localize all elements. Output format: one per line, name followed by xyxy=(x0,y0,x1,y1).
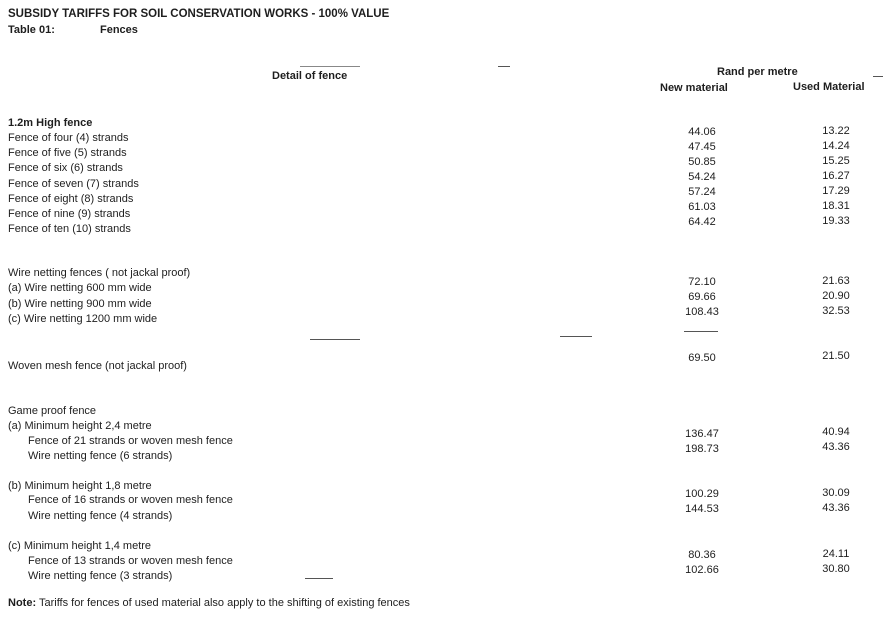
new-material-header: New material xyxy=(660,82,728,94)
used-value: 24.11 xyxy=(822,548,850,560)
used-value: 43.36 xyxy=(822,502,850,514)
new-value: 61.03 xyxy=(688,201,716,213)
used-value: 17.29 xyxy=(822,185,850,197)
new-value: 54.24 xyxy=(688,171,716,183)
row-label: Fence of four (4) strands xyxy=(8,132,129,144)
new-value: 69.66 xyxy=(688,291,716,303)
used-value: 18.31 xyxy=(822,200,850,212)
document-title: SUBSIDY TARIFFS FOR SOIL CONSERVATION WORKS - 100% VALUE xyxy=(8,8,390,20)
new-value: 72.10 xyxy=(688,276,716,288)
subheading: (b) Minimum height 1,8 metre xyxy=(8,480,152,492)
detail-header: Detail of fence xyxy=(272,70,348,82)
table-label: Table 01: xyxy=(8,24,55,36)
table-name: Fences xyxy=(100,24,138,36)
scan-mark xyxy=(498,66,510,67)
row-label: (b) Wire netting 900 mm wide xyxy=(8,298,152,310)
new-value: 80.36 xyxy=(688,549,716,561)
row-label: Wire netting fence (3 strands) xyxy=(28,570,173,582)
used-value: 43.36 xyxy=(822,441,850,453)
scan-mark xyxy=(305,578,333,579)
scan-mark xyxy=(310,339,360,340)
row-label: Fence of 16 strands or woven mesh fence xyxy=(28,494,233,506)
row-label: Wire netting fence (4 strands) xyxy=(28,510,173,522)
new-value: 108.43 xyxy=(685,306,719,318)
used-value: 15.25 xyxy=(822,155,850,167)
row-label: Fence of nine (9) strands xyxy=(8,208,131,220)
used-value: 40.94 xyxy=(822,426,850,438)
used-value: 14.24 xyxy=(822,140,850,152)
section-heading-wire-netting: Wire netting fences ( not jackal proof) xyxy=(8,267,191,279)
used-value: 21.50 xyxy=(822,350,850,362)
new-value: 44.06 xyxy=(688,126,716,138)
new-value: 57.24 xyxy=(688,186,716,198)
new-value: 69.50 xyxy=(688,352,716,364)
new-value: 102.66 xyxy=(685,564,719,576)
footnote xyxy=(8,597,410,610)
new-value: 64.42 xyxy=(688,216,716,228)
used-value: 30.09 xyxy=(822,487,850,499)
scan-mark xyxy=(300,66,360,67)
row-label: Fence of six (6) strands xyxy=(8,162,123,174)
note-text: Tariffs for fences of used material also apply to the shifting of existing fences xyxy=(36,597,410,609)
row-label: Wire netting fence (6 strands) xyxy=(28,450,173,462)
used-value: 19.33 xyxy=(822,215,850,227)
scan-mark xyxy=(684,331,718,332)
row-label: (a) Wire netting 600 mm wide xyxy=(8,282,152,294)
section-heading-game-proof: Game proof fence xyxy=(8,405,97,417)
used-value: 30.80 xyxy=(822,563,850,575)
new-value: 47.45 xyxy=(688,141,716,153)
new-value: 100.29 xyxy=(685,488,719,500)
row-label: (c) Wire netting 1200 mm wide xyxy=(8,313,158,325)
row-label-woven-mesh: Woven mesh fence (not jackal proof) xyxy=(8,360,187,372)
used-value: 32.53 xyxy=(822,305,850,317)
row-label: Fence of 13 strands or woven mesh fence xyxy=(28,555,233,567)
new-value: 198.73 xyxy=(685,443,719,455)
row-label: Fence of seven (7) strands xyxy=(8,178,139,190)
used-value: 20.90 xyxy=(822,290,850,302)
section-heading-high-fence: 1.2m High fence xyxy=(8,117,93,129)
used-value: 16.27 xyxy=(822,170,850,182)
scan-mark xyxy=(873,76,883,77)
rand-per-metre-header: Rand per metre xyxy=(717,66,798,78)
scan-mark xyxy=(560,336,592,337)
note-label: Note: xyxy=(8,597,37,609)
row-label: Fence of five (5) strands xyxy=(8,147,127,159)
new-value: 144.53 xyxy=(685,503,719,515)
row-label: Fence of 21 strands or woven mesh fence xyxy=(28,435,233,447)
subheading: (a) Minimum height 2,4 metre xyxy=(8,420,152,432)
subheading: (c) Minimum height 1,4 metre xyxy=(8,540,152,552)
used-material-header: Used Material xyxy=(793,81,865,93)
used-value: 13.22 xyxy=(822,125,850,137)
new-value: 50.85 xyxy=(688,156,716,168)
row-label: Fence of eight (8) strands xyxy=(8,193,134,205)
new-value: 136.47 xyxy=(685,428,719,440)
used-value: 21.63 xyxy=(822,275,850,287)
row-label: Fence of ten (10) strands xyxy=(8,223,131,235)
